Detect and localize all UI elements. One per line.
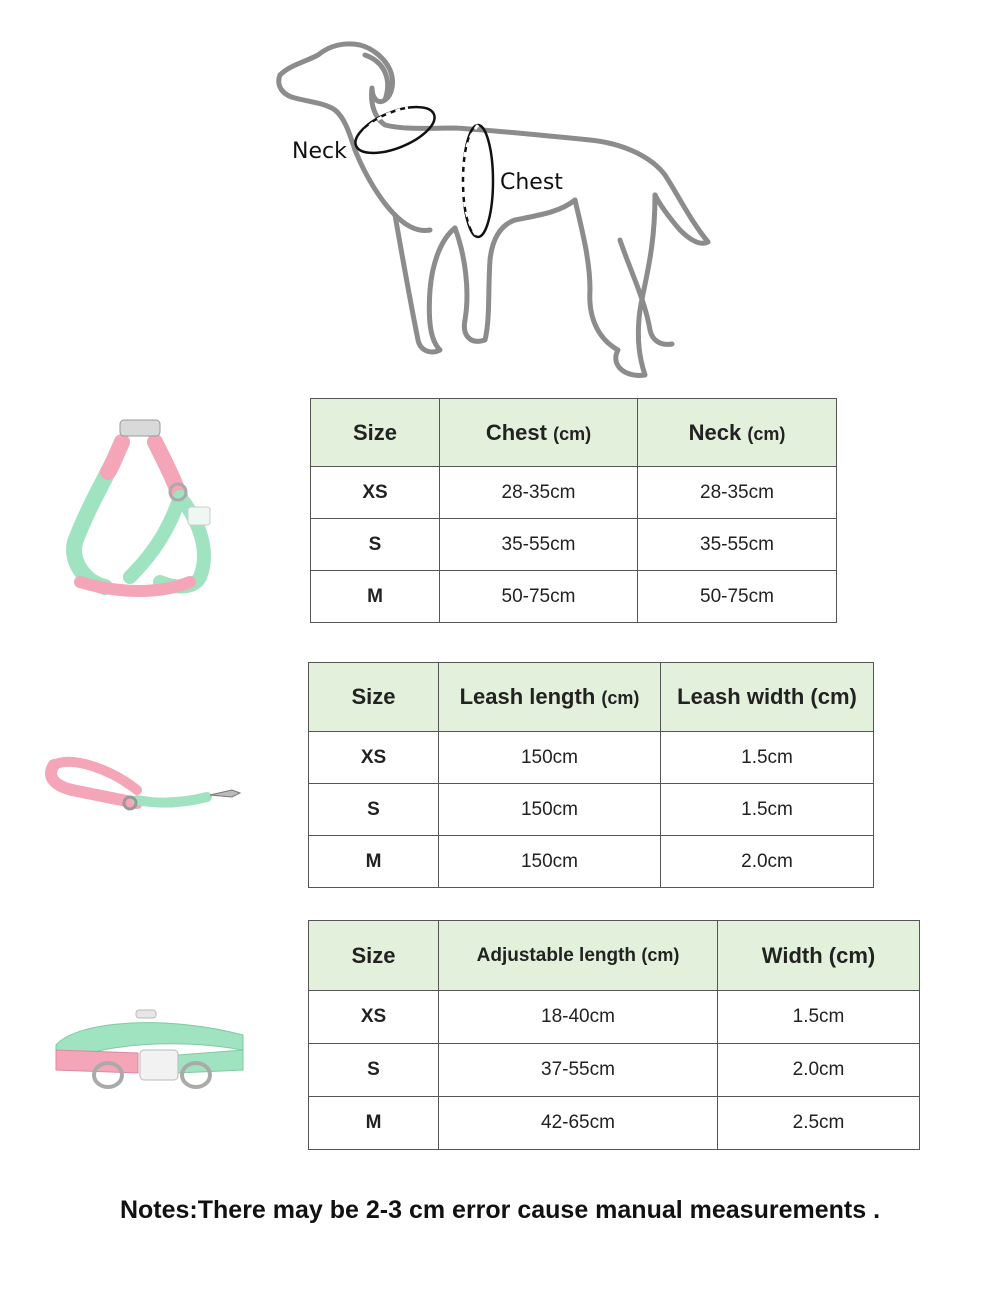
harness-size-table <box>310 398 837 623</box>
header-neck: Neck (cm) <box>638 399 837 467</box>
width-cell: 2.0cm <box>718 1044 920 1097</box>
chest-measure-ring <box>463 125 493 237</box>
dog-outline-hind-leg <box>575 195 655 375</box>
size-cell: S <box>311 519 440 571</box>
leash-length-cell: 150cm <box>439 784 661 836</box>
header-size: Size <box>309 663 439 732</box>
header-leash-length: Leash length (cm) <box>439 663 661 732</box>
measurement-note: Notes:There may be 2-3 cm error cause manual measurements . <box>119 1196 881 1224</box>
leash-width-cell: 1.5cm <box>661 784 874 836</box>
table-row <box>311 519 837 571</box>
leash-length-cell: 150cm <box>439 732 661 784</box>
dog-measurement-diagram <box>0 0 1000 390</box>
dog-outline-chest <box>355 150 430 230</box>
size-cell: M <box>309 1097 439 1150</box>
size-cell: M <box>309 836 439 888</box>
chest-label: Chest <box>500 170 563 195</box>
adjustable-length-cell: 42-65cm <box>439 1097 718 1150</box>
dog-outline-hind-leg-2 <box>620 240 672 344</box>
chest-cell: 28-35cm <box>440 467 638 519</box>
table-row <box>311 467 837 519</box>
leash-width-cell: 2.0cm <box>661 836 874 888</box>
neck-label: Neck <box>292 139 347 164</box>
table-header-row <box>309 663 874 732</box>
leash-width-cell: 1.5cm <box>661 732 874 784</box>
table-header-row <box>311 399 837 467</box>
header-size: Size <box>309 921 439 991</box>
adjustable-length-cell: 37-55cm <box>439 1044 718 1097</box>
neck-cell: 28-35cm <box>638 467 837 519</box>
size-cell: XS <box>309 732 439 784</box>
collar-size-table <box>308 920 920 1150</box>
neck-cell: 50-75cm <box>638 571 837 623</box>
size-cell: M <box>311 571 440 623</box>
collar-image <box>48 1005 253 1100</box>
harness-image <box>60 412 230 607</box>
header-width: Width (cm) <box>718 921 920 991</box>
size-cell: S <box>309 784 439 836</box>
size-cell: XS <box>309 991 439 1044</box>
leash-size-table <box>308 662 874 888</box>
chest-cell: 35-55cm <box>440 519 638 571</box>
header-size: Size <box>311 399 440 467</box>
header-chest: Chest (cm) <box>440 399 638 467</box>
table-row <box>309 784 874 836</box>
leash-image <box>42 745 247 820</box>
table-row <box>309 1044 920 1097</box>
adjustable-length-cell: 18-40cm <box>439 991 718 1044</box>
header-leash-width: Leash width (cm) <box>661 663 874 732</box>
chest-cell: 50-75cm <box>440 571 638 623</box>
dog-outline-belly <box>515 200 575 220</box>
dog-outline-front-leg-2 <box>455 220 515 341</box>
neck-cell: 35-55cm <box>638 519 837 571</box>
leash-length-cell: 150cm <box>439 836 661 888</box>
size-cell: S <box>309 1044 439 1097</box>
dog-outline-front-leg <box>395 215 455 352</box>
table-row <box>309 991 920 1044</box>
width-cell: 1.5cm <box>718 991 920 1044</box>
header-adjustable-length: Adjustable length (cm) <box>439 921 718 991</box>
table-header-row <box>309 921 920 991</box>
chest-measure-ring-dashed <box>463 125 478 237</box>
width-cell: 2.5cm <box>718 1097 920 1150</box>
table-row <box>309 732 874 784</box>
table-row <box>309 836 874 888</box>
neck-measure-ring <box>349 98 440 163</box>
size-cell: XS <box>311 467 440 519</box>
table-row <box>309 1097 920 1150</box>
table-row <box>311 571 837 623</box>
